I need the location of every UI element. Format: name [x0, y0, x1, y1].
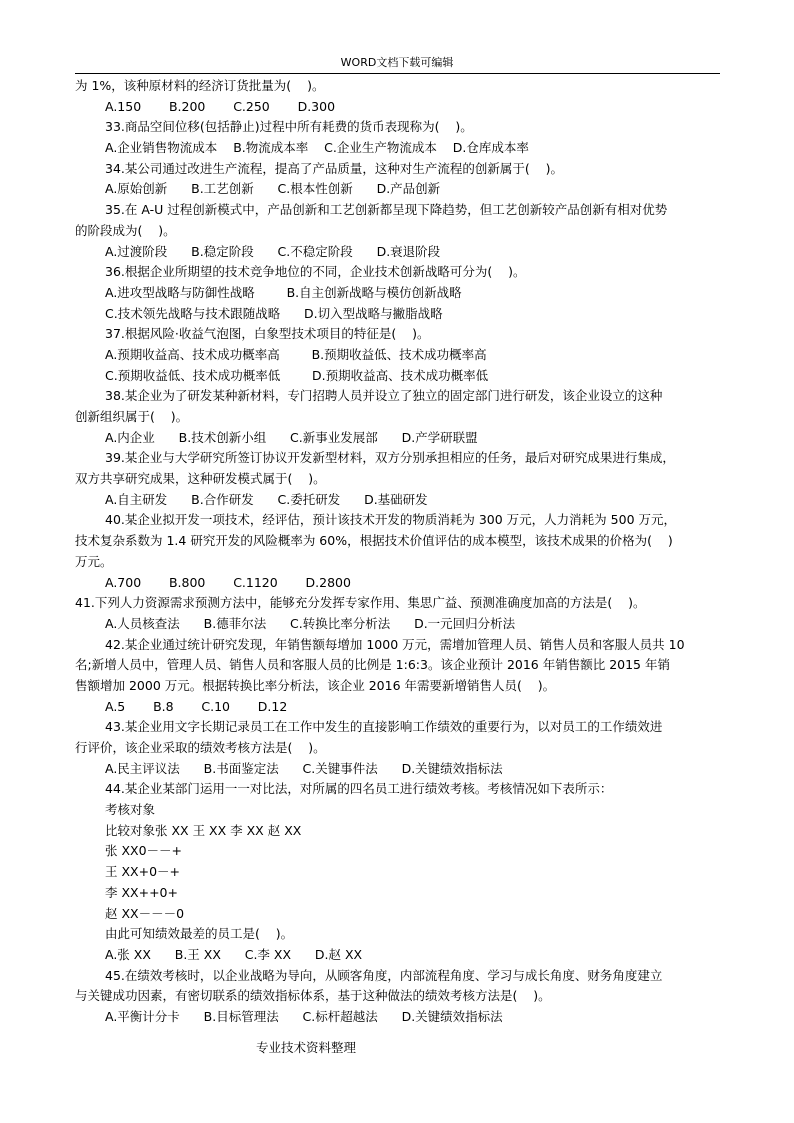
text-line: C.预期收益低、技术成功概率低 D.预期收益高、技术成功概率低: [105, 367, 489, 383]
text-line: 万元。: [75, 553, 113, 569]
text-line: C.技术领先战略与技术跟随战略 D.切入型战略与撇脂战略: [105, 305, 443, 321]
text-line: 王 XX+0－+: [105, 864, 181, 880]
text-line: A.自主研发 B.合作研发 C.委托研发 D.基础研发: [105, 491, 428, 507]
text-line: A.原始创新 B.工艺创新 C.根本性创新 D.产品创新: [105, 181, 441, 197]
text-line: 的阶段成为( )。: [75, 222, 176, 238]
text-line: A.平衡计分卡 B.目标管理法 C.标杆超越法 D.关键绩效指标法: [105, 1008, 503, 1024]
text-line: A.张 XX B.王 XX C.李 XX D.赵 XX: [105, 946, 363, 962]
page-footer: 专业技术资料整理: [256, 1040, 357, 1055]
text-line: 33.商品空间位移(包括静止)过程中所有耗费的货币表现称为( )。: [105, 119, 473, 135]
text-line: A.民主评议法 B.书面鉴定法 C.关键事件法 D.关键绩效指标法: [105, 760, 503, 776]
text-line: 名;新增人员中，管理人员、销售人员和客服人员的比例是 1:6:3。该企业预计 2016 年销售额比 2015 年销: [75, 657, 670, 673]
text-line: 比较对象张 XX 王 XX 李 XX 赵 XX: [105, 822, 302, 838]
text-line: 34.某公司通过改进生产流程，提高了产品质量，这种对生产流程的创新属于( )。: [105, 160, 564, 176]
text-line: 与关键成功因素，有密切联系的绩效指标体系，基于这种做法的绩效考核方法是( )。: [75, 988, 551, 1004]
text-line: A.预期收益高、技术成功概率高 B.预期收益低、技术成功概率高: [105, 346, 487, 362]
text-line: 售额增加 2000 万元。根据转换比率分析法，该企业 2016 年需要新增销售人员( )。: [75, 677, 556, 693]
text-line: A.5 B.8 C.10 D.12: [105, 698, 288, 714]
text-line: A.过渡阶段 B.稳定阶段 C.不稳定阶段 D.衰退阶段: [105, 243, 441, 259]
text-line: 42.某企业通过统计研究发现，年销售额每增加 1000 万元，需增加管理人员、销售人员和客服人员共 10: [105, 636, 685, 652]
text-line: 技术复杂系数为 1.4 研究开发的风险概率为 60%，根据技术价值评估的成本模型，该技术成果的价格为( ): [75, 533, 673, 549]
text-line: A.内企业 B.技术创新小组 C.新事业发展部 D.产学研联盟: [105, 429, 478, 445]
text-line: 40.某企业拟开发一项技术，经评估，预计该技术开发的物质消耗为 300 万元，人力消耗为 500 万元，: [105, 512, 676, 528]
text-line: A.人员核查法 B.德菲尔法 C.转换比率分析法 D.一元回归分析法: [105, 615, 516, 631]
text-line: A.进攻型战略与防御性战略 B.自主创新战略与模仿创新战略: [105, 284, 462, 300]
text-line: 为 1%，该种原材料的经济订货批量为( )。: [75, 78, 325, 93]
text-line: 行评价，该企业采取的绩效考核方法是( )。: [75, 740, 326, 755]
text-line: 37.根据风险·收益气泡图，白象型技术项目的特征是( )。: [105, 326, 430, 342]
page-header: WORD文档下载可编辑: [340, 56, 454, 69]
text-line: A.150 B.200 C.250 D.300: [105, 98, 336, 114]
text-line: A.企业销售物流成本 B.物流成本率 C.企业生产物流成本 D.仓库成本率: [105, 140, 529, 156]
document-body: [75, 76, 720, 1028]
text-line: 43.某企业用文字长期记录员工在工作中发生的直接影响工作绩效的重要行为，以对员工的工作绩效进: [105, 719, 663, 735]
text-line: 张 XX0－－+: [105, 843, 183, 859]
text-line: 36.根据企业所期望的技术竞争地位的不同，企业技术创新战略可分为( )。: [105, 264, 526, 280]
text-line: 创新组织属于( )。: [75, 409, 189, 424]
header-divider: [75, 73, 720, 74]
text-line: 由此可知绩效最差的员工是( )。: [105, 926, 294, 942]
text-line: 41.下列人力资源需求预测方法中，能够充分发挥专家作用、集思广益、预测准确度加高的方法是( )。: [75, 595, 646, 611]
text-line: 38.某企业为了研发某种新材料，专门招聘人员并设立了独立的固定部门进行研发，该企业设立的这种: [105, 388, 663, 404]
text-line: 35.在 A-U 过程创新模式中，产品创新和工艺创新都呈现下降趋势，但工艺创新较产品创新有相对优势: [105, 202, 668, 218]
text-line: 考核对象: [105, 802, 156, 818]
text-line: 李 XX++0+: [105, 884, 178, 900]
text-line: A.700 B.800 C.1120 D.2800: [105, 574, 351, 590]
text-line: 44.某企业某部门运用一一对比法，对所属的四名员工进行绩效考核。考核情况如下表所示：: [105, 781, 613, 797]
text-line: 双方共享研究成果，这种研发模式属于( )。: [75, 471, 326, 487]
text-line: 39.某企业与大学研究所签订协议开发新型材料，双方分别承担相应的任务，最后对研究成果进行集成，: [105, 450, 675, 466]
text-line: 赵 XX－－－0: [105, 905, 185, 921]
text-line: 45.在绩效考核时，以企业战略为导向，从顾客角度，内部流程角度、学习与成长角度、财务角度建立: [105, 967, 663, 983]
